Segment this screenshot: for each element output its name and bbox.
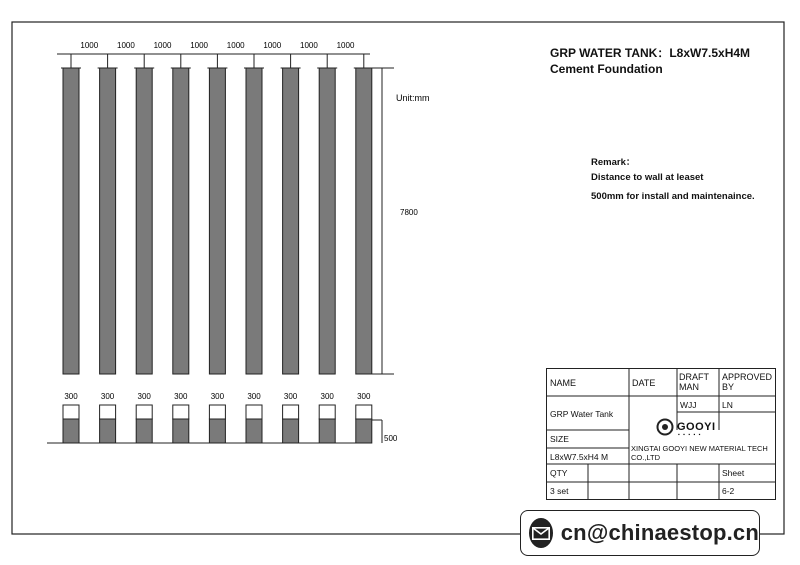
spacing-dimension-label: 1000	[80, 41, 99, 50]
width-dimension-label: 300	[283, 392, 298, 401]
tb-date-label: DATE	[632, 378, 656, 388]
section-beam-block	[173, 419, 189, 443]
height-dimension-label: 500	[384, 434, 398, 443]
tb-sheet-value: 6-2	[722, 486, 735, 496]
tb-draft-label: DRAFT MAN	[679, 372, 709, 392]
section-upper-block	[63, 405, 79, 419]
section-upper-block	[246, 405, 262, 419]
tb-name-value: GRP Water Tank	[550, 409, 614, 419]
drawing-title: GRP WATER TANK：L8xW7.5xH4M	[550, 46, 751, 60]
length-dimension-label: 7800	[400, 208, 418, 217]
section-beam-block	[319, 419, 335, 443]
spacing-dimension-label: 1000	[336, 41, 355, 50]
gooyi-logo-icon	[656, 418, 674, 436]
tb-name-label: NAME	[550, 378, 577, 388]
remark-line-1: Distance to wall at leaset	[591, 172, 704, 183]
remark-label: Remark：	[591, 157, 636, 168]
tb-size-label: SIZE	[550, 434, 569, 444]
tb-sheet-label: Sheet	[722, 468, 745, 478]
foundation-beam	[209, 68, 225, 374]
tb-approved-value: LN	[722, 400, 733, 410]
section-beam-block	[136, 419, 152, 443]
section-upper-block	[356, 405, 372, 419]
spacing-dimension-label: 1000	[190, 41, 208, 50]
section-upper-block	[283, 405, 299, 419]
foundation-beam	[319, 68, 335, 374]
width-dimension-label: 300	[247, 392, 261, 401]
section-beam-block	[100, 419, 116, 443]
remark-line-2: 500mm for install and maintenaince.	[591, 191, 755, 202]
section-upper-block	[136, 405, 152, 419]
tb-company-name: XINGTAI GOOYI NEW MATERIAL TECH CO.,LTD	[631, 444, 768, 462]
spacing-dimension-label: 1000	[263, 41, 282, 50]
foundation-beam	[100, 68, 116, 374]
width-dimension-label: 300	[210, 392, 225, 401]
width-dimension-label: 300	[137, 392, 151, 401]
watermark-email-text: cn@chinaestop.cn	[560, 520, 759, 545]
tb-qty-label: QTY	[550, 468, 568, 478]
envelope-icon	[529, 518, 553, 548]
foundation-beam	[136, 68, 152, 374]
section-beam-block	[209, 419, 225, 443]
spacing-dimension-label: 1000	[300, 41, 318, 50]
email-watermark	[520, 510, 760, 556]
width-dimension-label: 300	[320, 392, 334, 401]
section-beam-block	[356, 419, 372, 443]
section-beam-block	[63, 419, 79, 443]
width-dimension-label: 300	[64, 392, 78, 401]
section-upper-block	[209, 405, 225, 419]
foundation-beam	[283, 68, 299, 374]
section-beam-block	[283, 419, 299, 443]
spacing-dimension-label: 1000	[153, 41, 172, 50]
tb-qty-value: 3 set	[550, 486, 569, 496]
logo-subtext: ▪ ▪ ▪ ▪ ▪	[678, 432, 702, 438]
width-dimension-label: 300	[174, 392, 188, 401]
spacing-dimension-label: 1000	[226, 41, 245, 50]
section-upper-block	[100, 405, 116, 419]
section-upper-block	[173, 405, 189, 419]
logo-text: GOOYI	[677, 421, 716, 433]
section-beam-block	[246, 419, 262, 443]
tb-size-value: L8xW7.5xH4 M	[550, 452, 609, 462]
spacing-dimension-label: 1000	[117, 41, 135, 50]
foundation-beam	[63, 68, 79, 374]
drawing-subtitle: Cement Foundation	[550, 62, 663, 76]
unit-label: Unit:mm	[396, 93, 430, 103]
width-dimension-label: 300	[100, 392, 115, 401]
foundation-beam	[356, 68, 372, 374]
foundation-beam	[246, 68, 262, 374]
section-upper-block	[319, 405, 335, 419]
title-block	[546, 368, 776, 500]
tb-draft-value: WJJ	[680, 400, 697, 410]
tb-approved-label: APPROVED BY	[722, 372, 773, 392]
width-dimension-label: 300	[357, 392, 371, 401]
foundation-beam	[173, 68, 189, 374]
